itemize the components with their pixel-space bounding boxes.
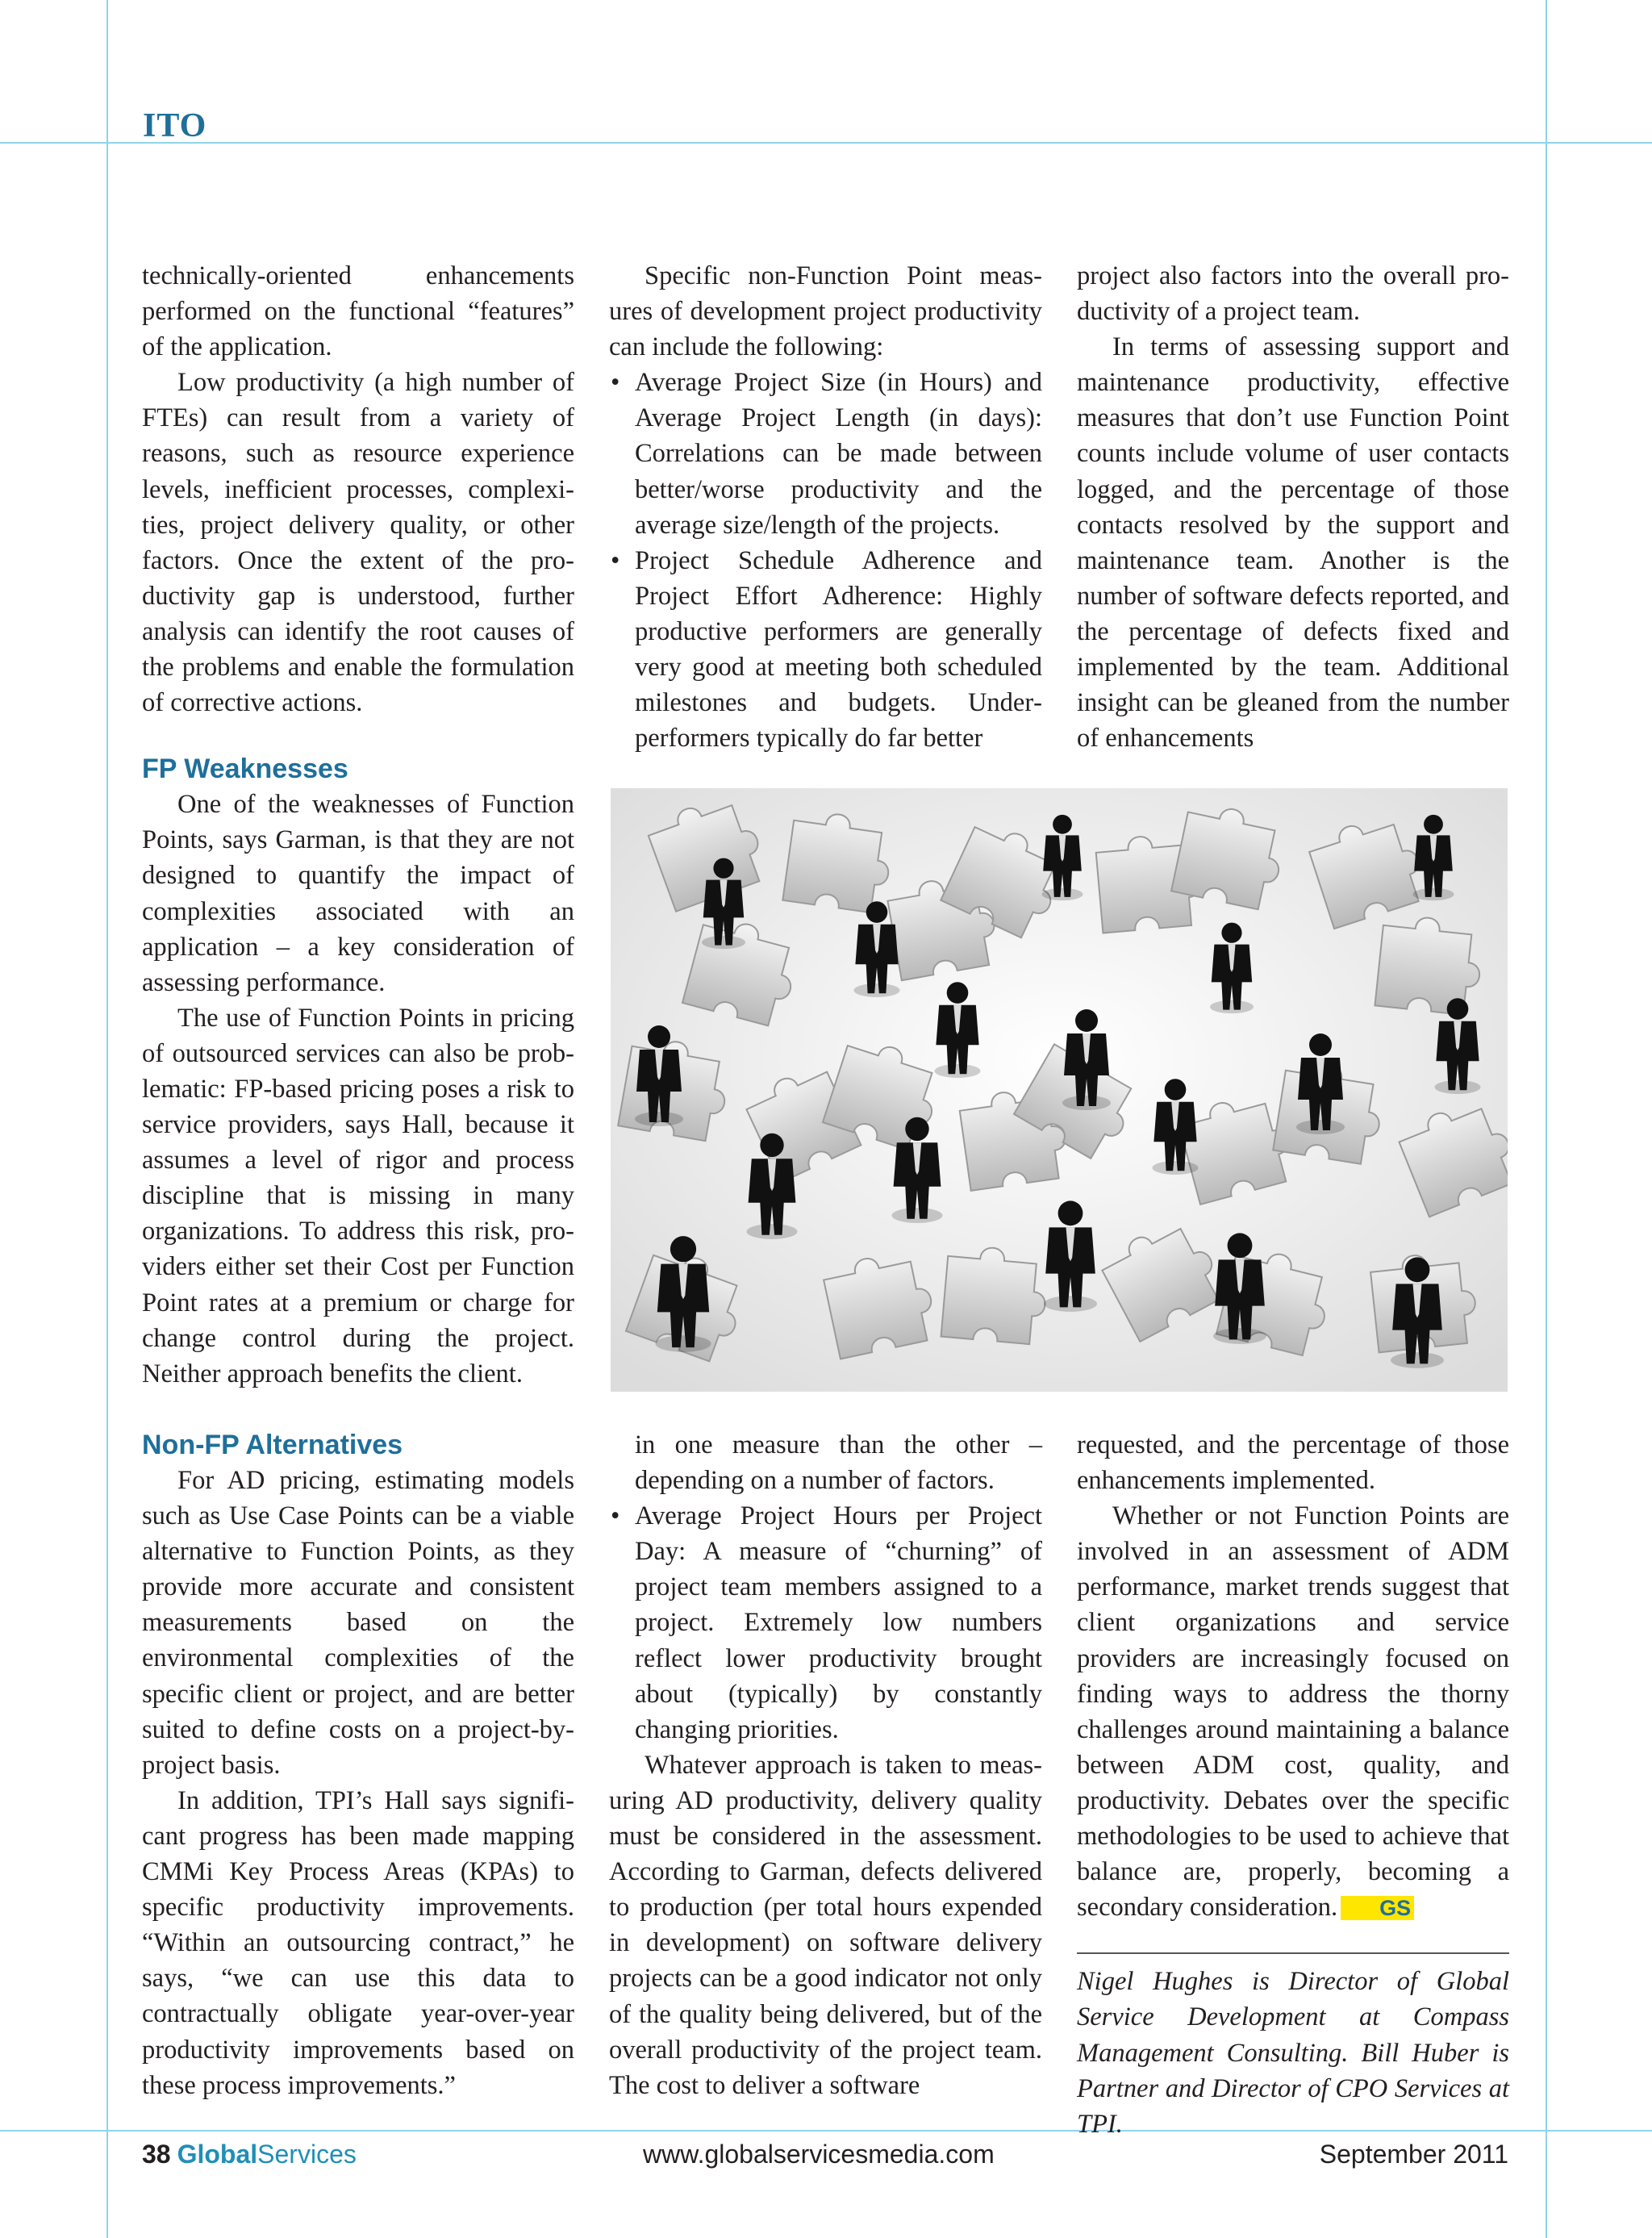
- column-1-bottom: [142, 1427, 574, 2103]
- paragraph: For AD pricing, estimating models such as Use Case Points can be a viable alternative to Function Points, as they provide more accurate and consistent measurements based on the environmental complexities of the specific client or project, and are better suited to define costs on a project-by-project basis.: [142, 1466, 574, 1780]
- guide-line-top: [0, 142, 1652, 144]
- brand-global: Global: [177, 2140, 258, 2169]
- heading-fp-weaknesses: FP Weaknesses: [142, 754, 348, 785]
- guide-line-left: [106, 0, 108, 2238]
- page-number: 38: [142, 2140, 171, 2169]
- footer-date: September 2011: [1319, 2140, 1508, 2169]
- paragraph: One of the weaknesses of Function Points, says Garman, is that they are not designed to quantify the impact of complexities associated with an application – a key consideration of assessing performance.: [142, 790, 574, 997]
- list-item-continuation: in one measure than the other – depending on a number of factors.: [635, 1430, 1042, 1496]
- paragraph: [1077, 1498, 1509, 1925]
- bullet-list: [609, 365, 1042, 756]
- gs-end-badge: GS: [1341, 1896, 1414, 1920]
- paragraph: Low productivity (a high number of FTEs) can result from a variety of reasons, such as resource experience levels, inefficient processes, complexities, project delivery quality, or other factors. Once the extent of the productivity gap is understood, further analysis can identify the root causes of the problems and enable the formulation of corrective actions.: [142, 368, 574, 718]
- column-2-top: [609, 258, 1042, 756]
- paragraph: In terms of assessing support and maintenance productivity, effective measures that don’t use Function Point counts include volume of user contacts logged, and the percentage of those contacts resolved by the support and maintenance team. Another is the number of software defects reported, and the percentage of defects fixed and implemented by the team. Additional insight can be gleaned from the number of enhancements: [1077, 332, 1509, 754]
- list-item: • Project Schedule Adherence and Project Effort Adherence: Highly productive performers are generally very good at meeting both scheduled milestones and budgets. Underperformers typically do far better: [609, 543, 1042, 757]
- footer-url[interactable]: www.globalservicesmedia.com: [643, 2140, 995, 2169]
- guide-line-right: [1546, 0, 1547, 2238]
- brand-services: Services: [257, 2140, 357, 2169]
- paragraph: The use of Function Points in pricing of outsourced services can also be problematic: FP-based pricing poses a risk to service providers, says Hall, because it assumes a level of rigor and process discipline that is missing in many organizations. To address this risk, providers either set their Cost per Function Point rates at a premium or charge for change control during the project. Neither approach benefits the client.: [142, 1003, 574, 1388]
- column-2-bottom: [609, 1427, 1042, 2103]
- puzzle-people-photo: [611, 788, 1508, 1392]
- column-1-top: [142, 258, 574, 1392]
- list-item: • Average Project Size (in Hours) and Average Project Length (in days): Correlations can be made between better/worse productivity and the average size/length of the projects.: [609, 365, 1042, 542]
- author-bio: Nigel Hughes is Director of Global Service Development at Compass Management Consulting. Bill Huber is Partner and Director of CPO Services at TPI.: [1077, 1967, 1509, 2139]
- paragraph: Whatever approach is taken to measuring AD productivity, delivery quality must be considered in the assessment. According to Garman, defects delivered to production (per total hours expended in development) on software delivery projects can be a good indicator not only of the quality being delivered, but of the overall productivity of the project team. The cost to deliver a software: [609, 1750, 1042, 2100]
- paragraph: project also factors into the overall productivity of a project team.: [1077, 261, 1509, 327]
- paragraph-text: Whether or not Function Points are involved in an assessment of ADM performance, market trends suggest that client organizations and service providers are increasingly focused on finding ways to address the thorny challenges around maintaining a balance between ADM cost, quality, and productivity. Debates over the specific methodologies to be used to achieve that balance are, properly, becoming a secondary consideration.: [1077, 1501, 1509, 1923]
- bio-divider: [1077, 1952, 1509, 1954]
- paragraph: technically-oriented enhancements performed on the functional “features” of the application.: [142, 261, 574, 362]
- heading-non-fp-alternatives: Non-FP Alternatives: [142, 1430, 403, 1460]
- section-tag: ITO: [143, 107, 207, 144]
- bullet-list: [609, 1498, 1042, 1747]
- list-item: • Average Project Hours per Project Day: A measure of “churning” of project team members assigned to a project. Extremely low numbers reflect lower productivity brought about (typically) by constantly changing priorities.: [609, 1498, 1042, 1747]
- column-3-bottom: [1077, 1427, 1509, 2142]
- footer-folio: [142, 2138, 357, 2170]
- paragraph: Specific non-Function Point measures of development project productivity can include the following:: [609, 261, 1042, 362]
- paragraph: In addition, TPI’s Hall says significant progress has been made mapping CMMi Key Process Areas (KPAs) to specific productivity improvements. “Within an outsourcing contract,” he says, “we can use this data to contractually obligate year-over-year productivity improvements based on these process improvements.”: [142, 1785, 574, 2100]
- paragraph: requested, and the percentage of those enhancements implemented.: [1077, 1430, 1509, 1496]
- column-3-top: [1077, 258, 1509, 756]
